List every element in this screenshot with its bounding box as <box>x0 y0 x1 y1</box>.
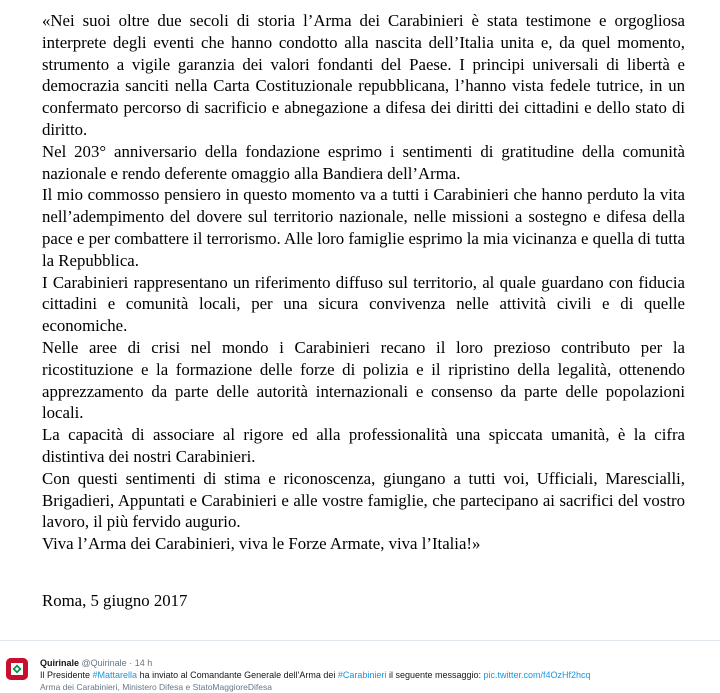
emblem-icon <box>6 658 28 680</box>
pic-link[interactable]: pic.twitter.com/f4OzHf2hcq <box>483 670 591 680</box>
author-name[interactable]: Quirinale <box>40 658 80 668</box>
paragraph: Viva l’Arma dei Carabinieri, viva le Forze Armate, viva l’Italia!» <box>42 534 481 554</box>
paragraph: Nelle aree di crisi nel mondo i Carabinieri recano il loro prezioso contributo per la ricostituzione e la formazione delle forze di polizia e il ripristino della legalità, ottenendo apprezzamento da parte delle autorità internazionali e consenso da parte delle popolazioni locali. <box>42 337 685 423</box>
tweet-header <box>40 658 152 669</box>
tweet-text-part: ha inviato al Comandante Generale dell'Arma dei <box>137 670 338 680</box>
paragraph: I Carabinieri rappresentano un riferimento diffuso sul territorio, al quale guardano con fiducia cittadini e comunità locali, per una sicura convivenza nelle attività civili e di quelle economiche. <box>42 272 685 336</box>
author-handle[interactable]: @Quirinale <box>81 658 127 668</box>
separator: · <box>129 658 133 668</box>
place-date: Roma, 5 giugno 2017 <box>42 591 188 610</box>
avatar[interactable] <box>6 658 28 680</box>
tweet-bar[interactable] <box>0 640 720 693</box>
paragraph: Nel 203° anniversario della fondazione esprimo i sentimenti di gratitudine della comunità nazionale e rendo deferente omaggio alla Bandiera dell’Arma. <box>42 141 685 183</box>
tweet-text <box>40 670 591 681</box>
hashtag-mattarella[interactable]: #Mattarella <box>92 670 138 680</box>
paragraph: Con questi sentimenti di stima e riconoscenza, giungano a tutti voi, Ufficiali, Marescialli, Brigadieri, Appuntati e Carabinieri e alle vostre famiglie, che partecipano ai sacrifici del vostro lavoro, il più fervido augurio. <box>42 468 685 532</box>
tweet-text-part: il seguente messaggio: <box>386 670 484 680</box>
message-body <box>42 10 685 555</box>
tweet-time[interactable]: 14 h <box>134 658 153 668</box>
paragraph: «Nei suoi oltre due secoli di storia l’Arma dei Carabinieri è stata testimone e orgogliosa interprete degli eventi che hanno condotto alla nascita dell’Italia unita e, da quel momento, strumento a vigile garanzia dei valori fondanti del Paese. I principi universali di libertà e democrazia sanciti nella Carta Costituzionale repubblicana, l’hanno vista fedele tutrice, in un confermato percorso di sacrificio e abnegazione a difesa dei diritti dei cittadini e dello stato di diritto. <box>42 11 685 139</box>
hashtag-carabinieri[interactable]: #Carabinieri <box>337 670 387 680</box>
tagged-accounts[interactable]: Arma dei Carabinieri, Ministero Difesa e StatoMaggioreDifesa <box>40 682 272 692</box>
tweet-text-part: Il Presidente <box>40 670 93 680</box>
paragraph: La capacità di associare al rigore ed alla professionalità una spiccata umanità, è la cifra distintiva dei nostri Carabinieri. <box>42 425 685 466</box>
paragraph: Il mio commosso pensiero in questo momento va a tutti i Carabinieri che hanno perduto la vita nell’adempimento del dovere sul territorio nazionale, nelle missioni a sostegno e difesa della pace e per combattere il terrorismo. Alle loro famiglie esprimo la mia vicinanza e quella di tutta la Repubblica. <box>42 185 685 270</box>
